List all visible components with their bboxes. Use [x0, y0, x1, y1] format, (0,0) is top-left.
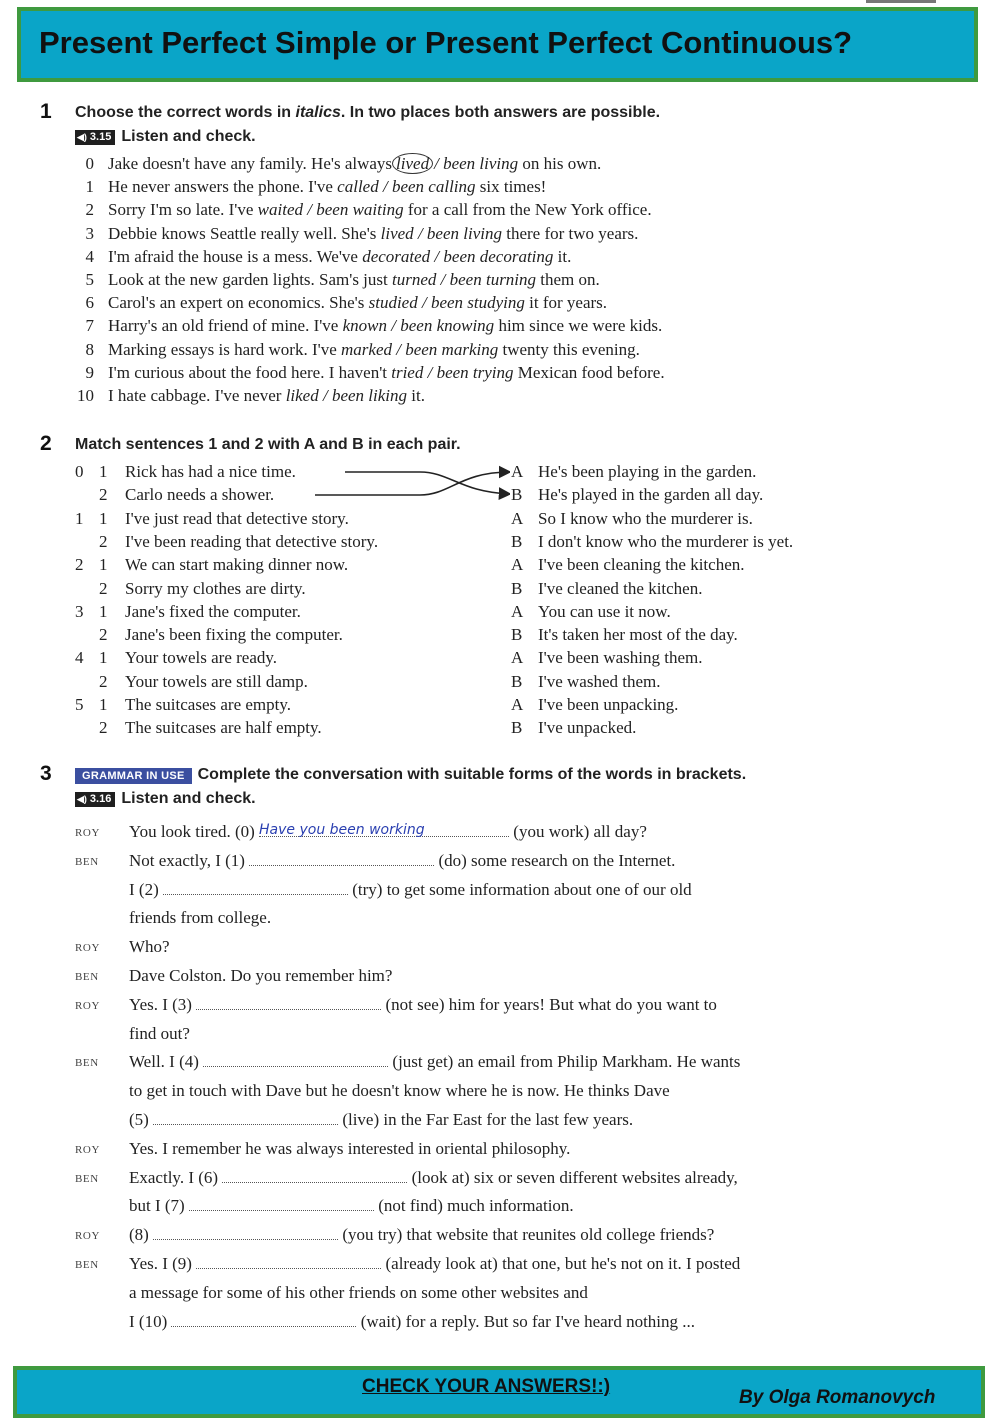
line-text: Yes. I (9)	[129, 1254, 197, 1273]
speaker-icon: ◀)	[77, 131, 87, 142]
footer-bar	[13, 1366, 985, 1418]
top-tab-decoration	[866, 0, 936, 3]
section-3-instruction: GRAMMAR IN USE Complete the conversation with suitable forms of the words in brackets.	[75, 766, 746, 784]
option-b[interactable]: been turning	[449, 270, 537, 289]
line-text: find out?	[129, 1023, 190, 1043]
audio-badge[interactable]: ◀) 3.15	[75, 130, 115, 145]
option-b[interactable]: been trying	[436, 362, 514, 382]
sentence-number: 2	[99, 531, 108, 551]
speaker-label: BEN	[75, 971, 99, 983]
match-sentence: Carlo needs a shower.	[125, 485, 275, 505]
dialogue-line	[129, 1225, 714, 1245]
line-text: Yes. I remember he was always interested in oriental philosophy.	[129, 1138, 571, 1158]
item-sentence	[108, 316, 662, 336]
sentence-end: it.	[553, 246, 572, 266]
dialogue-line	[129, 1081, 670, 1101]
sentence-end: them on.	[536, 270, 600, 289]
option-separator: /	[303, 200, 317, 220]
sentence-start: Marking essays is hard work. I've	[108, 339, 341, 359]
item-sentence	[108, 247, 571, 267]
dialogue-line	[129, 1139, 570, 1159]
match-sentence: Jane's fixed the computer.	[125, 601, 301, 621]
match-option: I've unpacked.	[538, 718, 637, 738]
answer-field[interactable]	[163, 880, 348, 895]
pair-number: 5	[75, 695, 84, 714]
answer-field[interactable]	[196, 1254, 381, 1269]
sentence-number: 2	[99, 625, 108, 645]
option-separator: /	[430, 246, 444, 266]
option-a[interactable]: decorated	[362, 246, 431, 266]
option-a[interactable]: lived	[380, 223, 414, 243]
arrow-0-1-to-b	[345, 472, 510, 494]
dialogue-line	[129, 1110, 633, 1130]
dialogue-line	[129, 995, 717, 1015]
section-1-audio[interactable]: ◀) 3.15 Listen and check.	[77, 128, 256, 145]
line-text-end: (try) to get some information about one of our old	[347, 879, 692, 899]
option-separator: /	[434, 154, 444, 173]
sentence-end: twenty this evening.	[498, 339, 640, 359]
sentence-start: Carol's an expert on economics. She's	[108, 293, 369, 313]
option-a[interactable]: liked	[285, 386, 319, 405]
option-separator: /	[391, 339, 406, 359]
item-number: 9	[85, 362, 94, 382]
sentence-end: Mexican food before.	[513, 362, 665, 382]
line-text: to get in touch with Dave but he doesn't know where he is now. He thinks Dave	[129, 1081, 670, 1101]
match-letter[interactable]: B	[511, 718, 523, 738]
match-letter[interactable]: A	[511, 695, 524, 714]
sentence-start: I'm curious about the food here. I haven't	[108, 362, 392, 382]
sentence-end: it.	[407, 386, 425, 405]
item-number: 5	[85, 270, 94, 289]
item-sentence	[108, 293, 607, 313]
dialogue-line	[129, 822, 647, 842]
audio-badge[interactable]: ◀) 3.16	[75, 792, 115, 807]
sentence-end: on his own.	[518, 154, 602, 173]
line-text: Not exactly, I (1)	[129, 850, 250, 870]
line-text: (8)	[129, 1225, 154, 1245]
match-letter[interactable]: B	[511, 531, 523, 551]
item-number: 3	[85, 223, 94, 243]
option-b[interactable]: been liking	[331, 386, 408, 405]
sentence-number: 1	[99, 695, 108, 714]
match-letter[interactable]: A	[511, 462, 524, 481]
dialogue-line	[129, 1024, 190, 1044]
match-sentence: We can start making dinner now.	[125, 555, 349, 575]
line-text-end: (wait) for a reply. But so far I've heard nothing ...	[356, 1311, 696, 1331]
section-3-audio[interactable]: ◀) 3.16 Listen and check.	[77, 790, 256, 807]
dialogue-line	[129, 851, 675, 871]
sentence-number: 1	[99, 555, 108, 575]
option-separator: /	[387, 316, 401, 336]
match-option: So I know who the murderer is.	[538, 508, 753, 528]
match-sentence: The suitcases are half empty.	[125, 718, 322, 738]
line-text: but I (7)	[129, 1196, 189, 1216]
dialogue-line	[129, 1168, 738, 1188]
match-option: I've washed them.	[538, 671, 661, 691]
sentence-start: Jake doesn't have any family. He's always	[108, 154, 393, 173]
answer-field[interactable]	[196, 995, 381, 1010]
line-text: friends from college.	[129, 908, 272, 928]
speaker-label: BEN	[75, 1057, 99, 1070]
answer-field[interactable]	[171, 1312, 356, 1327]
dialogue-line	[129, 966, 392, 986]
dialogue-line	[129, 1254, 740, 1274]
sentence-number: 2	[99, 671, 108, 691]
item-number: 4	[85, 246, 94, 266]
option-a[interactable]: marked	[341, 339, 392, 359]
speaker-icon: ◀)	[77, 793, 87, 804]
answer-field[interactable]	[203, 1052, 388, 1067]
line-text-end: (not find) much information.	[373, 1196, 574, 1216]
answer-field[interactable]	[153, 1225, 338, 1240]
handwritten-answer: Have you been working	[259, 822, 425, 838]
line-text-end: (live) in the Far East for the last few years.	[338, 1110, 634, 1129]
speaker-label: ROY	[75, 1143, 101, 1156]
match-letter[interactable]: A	[511, 508, 524, 528]
item-number: 6	[85, 293, 94, 313]
item-sentence	[108, 177, 546, 197]
dialogue-line	[129, 1312, 695, 1332]
section-2-number: 2	[40, 432, 52, 455]
pair-number: 1	[75, 508, 84, 528]
page-title: Present Perfect Simple or Present Perfect Continuous?	[39, 25, 853, 60]
option-b[interactable]: been living	[443, 154, 519, 173]
match-sentence: Jane's been fixing the computer.	[125, 625, 343, 645]
match-option: I don't know who the murderer is yet.	[538, 531, 794, 551]
answer-field[interactable]	[153, 1110, 338, 1125]
item-number: 1	[85, 177, 94, 197]
option-a[interactable]: tried	[391, 362, 424, 382]
item-number: 8	[85, 339, 94, 359]
match-option: You can use it now.	[538, 601, 671, 621]
dialogue-line	[129, 1283, 588, 1303]
line-text: Dave Colston. Do you remember him?	[129, 966, 393, 985]
sentence-number: 2	[99, 485, 108, 505]
speaker-label: ROY	[75, 827, 101, 839]
answer-field[interactable]	[189, 1196, 374, 1211]
option-b[interactable]: been decorating	[443, 246, 554, 266]
check-answers-button[interactable]: CHECK YOUR ANSWERS!:)	[362, 1376, 611, 1397]
sentence-start: Look at the new garden lights. Sam's just	[108, 270, 392, 289]
author-credit: By Olga Romanovych	[739, 1387, 936, 1408]
line-text-end: (not see) him for years! But what do you want to	[381, 994, 717, 1014]
line-text-end: (look at) six or seven different websites already,	[407, 1167, 738, 1187]
sentence-number: 2	[99, 578, 108, 598]
pair-number: 3	[75, 601, 84, 621]
option-b[interactable]: been living	[426, 223, 502, 243]
option-separator: /	[423, 362, 437, 382]
sentence-end: for a call from the New York office.	[403, 200, 652, 220]
dialogue-line	[129, 880, 692, 900]
sentence-number: 1	[99, 601, 108, 621]
option-b[interactable]: been calling	[391, 177, 476, 197]
line-text: I (2)	[129, 879, 163, 899]
line-text: You look tired. (0)	[129, 822, 260, 841]
pair-number: 2	[75, 555, 84, 575]
line-text-end: (you try) that website that reunites old college friends?	[338, 1225, 715, 1245]
option-separator: /	[436, 270, 450, 289]
circled-option-a[interactable]: lived	[392, 153, 433, 174]
section-1-number: 1	[40, 100, 52, 123]
section-1-instruction: Choose the correct words in italics. In two places both answers are possible.	[75, 104, 661, 121]
match-sentence: I've just read that detective story.	[125, 508, 349, 528]
option-separator: /	[417, 293, 431, 313]
sentence-end: him since we were kids.	[494, 316, 663, 336]
match-letter[interactable]: B	[511, 671, 523, 691]
match-sentence: Your towels are ready.	[125, 648, 278, 668]
match-option: He's played in the garden all day.	[538, 485, 764, 505]
item-number: 0	[85, 154, 94, 173]
dialogue-line	[129, 908, 271, 928]
answer-field[interactable]	[222, 1168, 407, 1183]
option-a[interactable]: known	[342, 316, 387, 336]
answer-field-filled[interactable]	[259, 822, 509, 837]
item-sentence	[108, 224, 638, 244]
match-option: I've been cleaning the kitchen.	[538, 555, 745, 575]
option-separator: /	[413, 223, 427, 243]
dialogue-line	[129, 937, 170, 957]
pair-number: 4	[75, 648, 84, 668]
line-text-end: (just get) an email from Philip Markham. He wants	[388, 1052, 741, 1072]
line-text-end: (already look at) that one, but he's not on it. I posted	[381, 1254, 741, 1273]
line-text-end: (do) some research on the Internet.	[434, 850, 676, 870]
grammar-in-use-badge: GRAMMAR IN USE	[75, 768, 192, 784]
item-number: 2	[85, 200, 94, 220]
match-letter[interactable]: A	[511, 648, 524, 668]
speaker-label: BEN	[75, 855, 99, 868]
match-letter[interactable]: A	[511, 555, 524, 575]
sentence-number: 1	[99, 648, 108, 668]
match-arrows	[310, 462, 510, 502]
sentence-start: I hate cabbage. I've never	[108, 386, 286, 405]
item-sentence	[108, 386, 425, 406]
pair-number: 0	[75, 462, 84, 481]
match-option: He's been playing in the garden.	[538, 462, 757, 481]
sentence-start: Sorry I'm so late. I've	[108, 200, 258, 220]
option-a[interactable]: studied	[368, 293, 418, 313]
dialogue-line	[129, 1052, 740, 1072]
item-number: 10	[77, 386, 94, 405]
option-a[interactable]: turned	[392, 270, 437, 289]
section-3-number: 3	[40, 762, 52, 785]
match-option: I've cleaned the kitchen.	[538, 578, 703, 598]
option-separator: /	[378, 177, 392, 197]
speaker-label: BEN	[75, 1259, 99, 1271]
line-text: Well. I (4)	[129, 1052, 204, 1072]
sentence-start: He never answers the phone. I've	[108, 177, 338, 197]
match-letter[interactable]: B	[511, 485, 523, 505]
sentence-end: it for years.	[524, 293, 608, 313]
option-a[interactable]: waited	[257, 200, 303, 220]
sentence-start: Debbie knows Seattle really well. She's	[108, 223, 381, 243]
option-a[interactable]: called	[337, 177, 379, 197]
arrow-0-2-to-a	[315, 472, 510, 495]
sentence-number: 2	[99, 718, 108, 738]
line-text: (5)	[129, 1110, 154, 1129]
line-text: a message for some of his other friends on some other websites and	[129, 1282, 588, 1302]
line-text-end: (you work) all day?	[509, 822, 647, 841]
item-number: 7	[85, 316, 94, 336]
option-b[interactable]: been knowing	[400, 316, 495, 336]
item-sentence	[108, 200, 652, 220]
match-sentence: I've been reading that detective story.	[125, 531, 379, 551]
match-sentence: Your towels are still damp.	[125, 671, 308, 691]
match-letter[interactable]: B	[511, 578, 523, 598]
match-letter[interactable]: B	[511, 625, 523, 645]
option-b[interactable]: been marking	[405, 339, 499, 359]
sentence-end: six times!	[475, 177, 547, 197]
match-letter[interactable]: A	[511, 601, 524, 621]
speaker-label: ROY	[75, 999, 101, 1012]
line-text: Yes. I (3)	[129, 994, 197, 1014]
answer-field[interactable]	[249, 851, 434, 866]
dialogue-line	[129, 1196, 574, 1216]
line-text: Exactly. I (6)	[129, 1167, 223, 1187]
option-separator: /	[318, 386, 332, 405]
match-option: I've been washing them.	[538, 648, 703, 668]
match-sentence: The suitcases are empty.	[125, 695, 291, 714]
sentence-start: I'm afraid the house is a mess. We've	[108, 246, 363, 266]
item-sentence	[108, 154, 601, 174]
item-sentence	[108, 363, 665, 383]
option-b[interactable]: been waiting	[316, 200, 404, 220]
line-text: I (10)	[129, 1311, 172, 1331]
match-option: I've been unpacking.	[538, 695, 679, 714]
match-sentence: Rick has had a nice time.	[125, 462, 296, 481]
speaker-label: BEN	[75, 1172, 99, 1185]
option-b[interactable]: been studying	[430, 293, 525, 313]
title-bar	[17, 7, 978, 82]
sentence-end: there for two years.	[501, 223, 639, 243]
sentence-number: 1	[99, 508, 108, 528]
item-sentence	[108, 270, 600, 290]
sentence-start: Harry's an old friend of mine. I've	[108, 316, 343, 336]
match-sentence: Sorry my clothes are dirty.	[125, 578, 306, 598]
item-sentence	[108, 340, 640, 360]
speaker-label: ROY	[75, 1230, 101, 1243]
match-option: It's taken her most of the day.	[538, 625, 738, 645]
section-2-instruction: Match sentences 1 and 2 with A and B in each pair.	[75, 436, 461, 453]
sentence-number: 1	[99, 462, 108, 481]
line-text: Who?	[129, 937, 170, 957]
speaker-label: ROY	[75, 942, 101, 955]
